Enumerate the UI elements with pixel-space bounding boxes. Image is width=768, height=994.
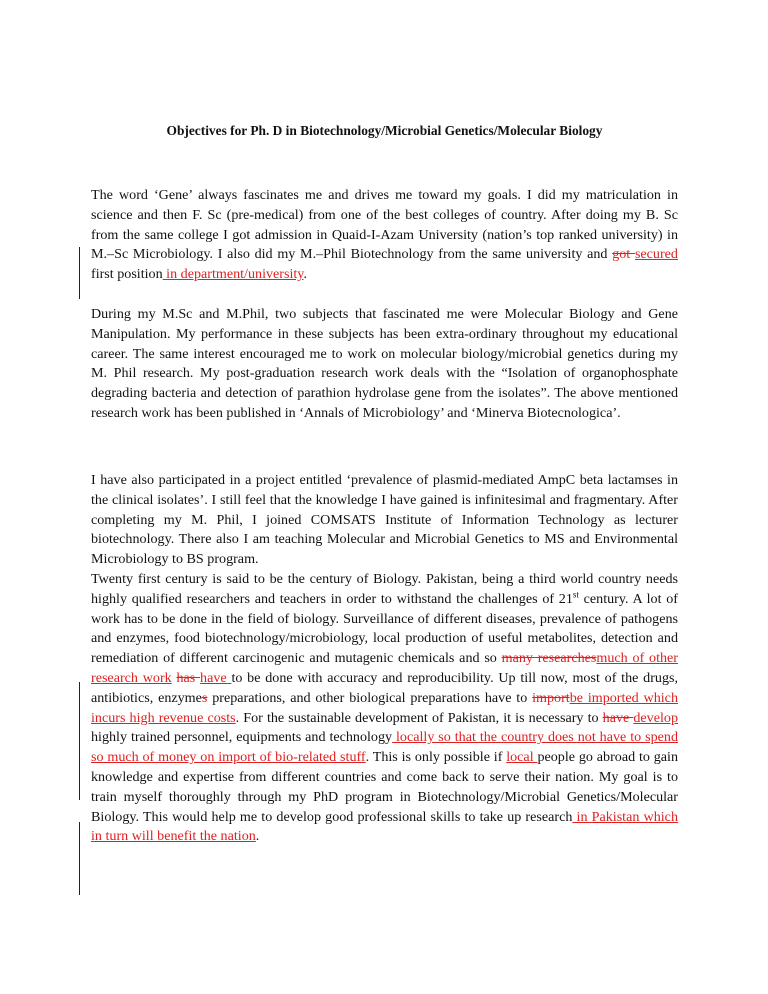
deleted-text: many researches <box>501 650 597 667</box>
paragraph-1: The word ‘Gene’ always fascinates me and drives me toward my goals. I did my matriculation in science and then F. Sc (pre-medical) from one of the best colleges of country. After doing my B. Sc from the same college I got admission in Quaid-I-Azam University (nation’s top ranked university) in M.–Sc Microbiology. I also did my M.–Phil Biotechnology from the same university and got secured first position in department/university. <box>91 187 678 283</box>
inserted-text: be imported which incurs high revenue costs <box>91 689 678 726</box>
inserted-text: develop <box>633 709 678 726</box>
change-bar <box>79 822 80 895</box>
change-bar <box>79 247 80 299</box>
inserted-text: locally so that the country does not have to spend so much of money on import of bio-related stuff <box>91 729 678 766</box>
inserted-text: in department/university <box>162 266 304 283</box>
document-title: Objectives for Ph. D in Biotechnology/Microbial Genetics/Molecular Biology <box>166 123 603 138</box>
superscript: st <box>572 589 579 600</box>
deleted-text: import <box>532 689 570 706</box>
deleted-text: got <box>612 246 635 263</box>
paragraph-3: I have also participated in a project entitled ‘prevalence of plasmid-mediated AmpC beta lactamses in the clinical isolates’. I still feel that the knowledge I have gained is infinitesimal and fragmentary. After completing my M. Phil, I joined COMSATS Institute of Information Technology as lecturer biotechnology. There also I am teaching Molecular and Microbial Genetics to MS and Environmental Microbiology to BS program. <box>91 472 678 568</box>
paragraph-2: During my M.Sc and M.Phil, two subjects that fascinated me were Molecular Biology and Gene Manipulation. My performance in these subjects has been extra-ordinary throughout my educational career. The same interest encouraged me to work on molecular biology/microbial genetics during my M. Phil research. My post-graduation research work deals with the “Isolation of organophosphate degrading bacteria and detection of parathion hydrolase gene from the isolates”. The above mentioned research work has been published in ‘Annals of Microbiology’ and ‘Minerva Biotecnologica’. <box>91 306 678 421</box>
inserted-text: secured <box>634 246 678 263</box>
deleted-text: have <box>602 709 634 726</box>
inserted-text: in Pakistan which in turn will benefit the nation <box>91 808 678 845</box>
deleted-text: s <box>201 689 208 706</box>
deleted-text: has <box>176 669 201 686</box>
inserted-text: local <box>506 749 538 766</box>
inserted-text: have <box>200 669 232 686</box>
paragraph-4: Twenty first century is said to be the century of Biology. Pakistan, being a third world country needs highly qualified researchers and teachers in order to withstand the challenges of 21st century. A lot of work has to be done in the field of biology. Surveillance of different diseases, prevalence of pathogens and enzymes, food biotechnology/microbiology, local production of useful metabolites, detection and remediation of different carcinogenic and mutagenic chemicals and so many researchesmuch of other research work has have to be done with accuracy and reproducibility. Up till now, most of the drugs, antibiotics, enzymes preparations, and other biological preparations have to importbe imported which incurs high revenue costs. For the sustainable development of Pakistan, it is necessary to have develop highly trained personnel, equipments and technology locally so that the country does not have to spend so much of money on import of bio-related stuff. This is only possible if local people go abroad to gain knowledge and expertise from different countries and come back to serve their nation. My goal is to train myself thoroughly through my PhD program in Biotechnology/Microbial Genetics/Molecular Biology. This would help me to develop good professional skills to take up research in Pakistan which in turn will benefit the nation. <box>91 571 679 845</box>
change-bar <box>79 682 80 800</box>
inserted-text: much of other research work <box>91 650 678 686</box>
